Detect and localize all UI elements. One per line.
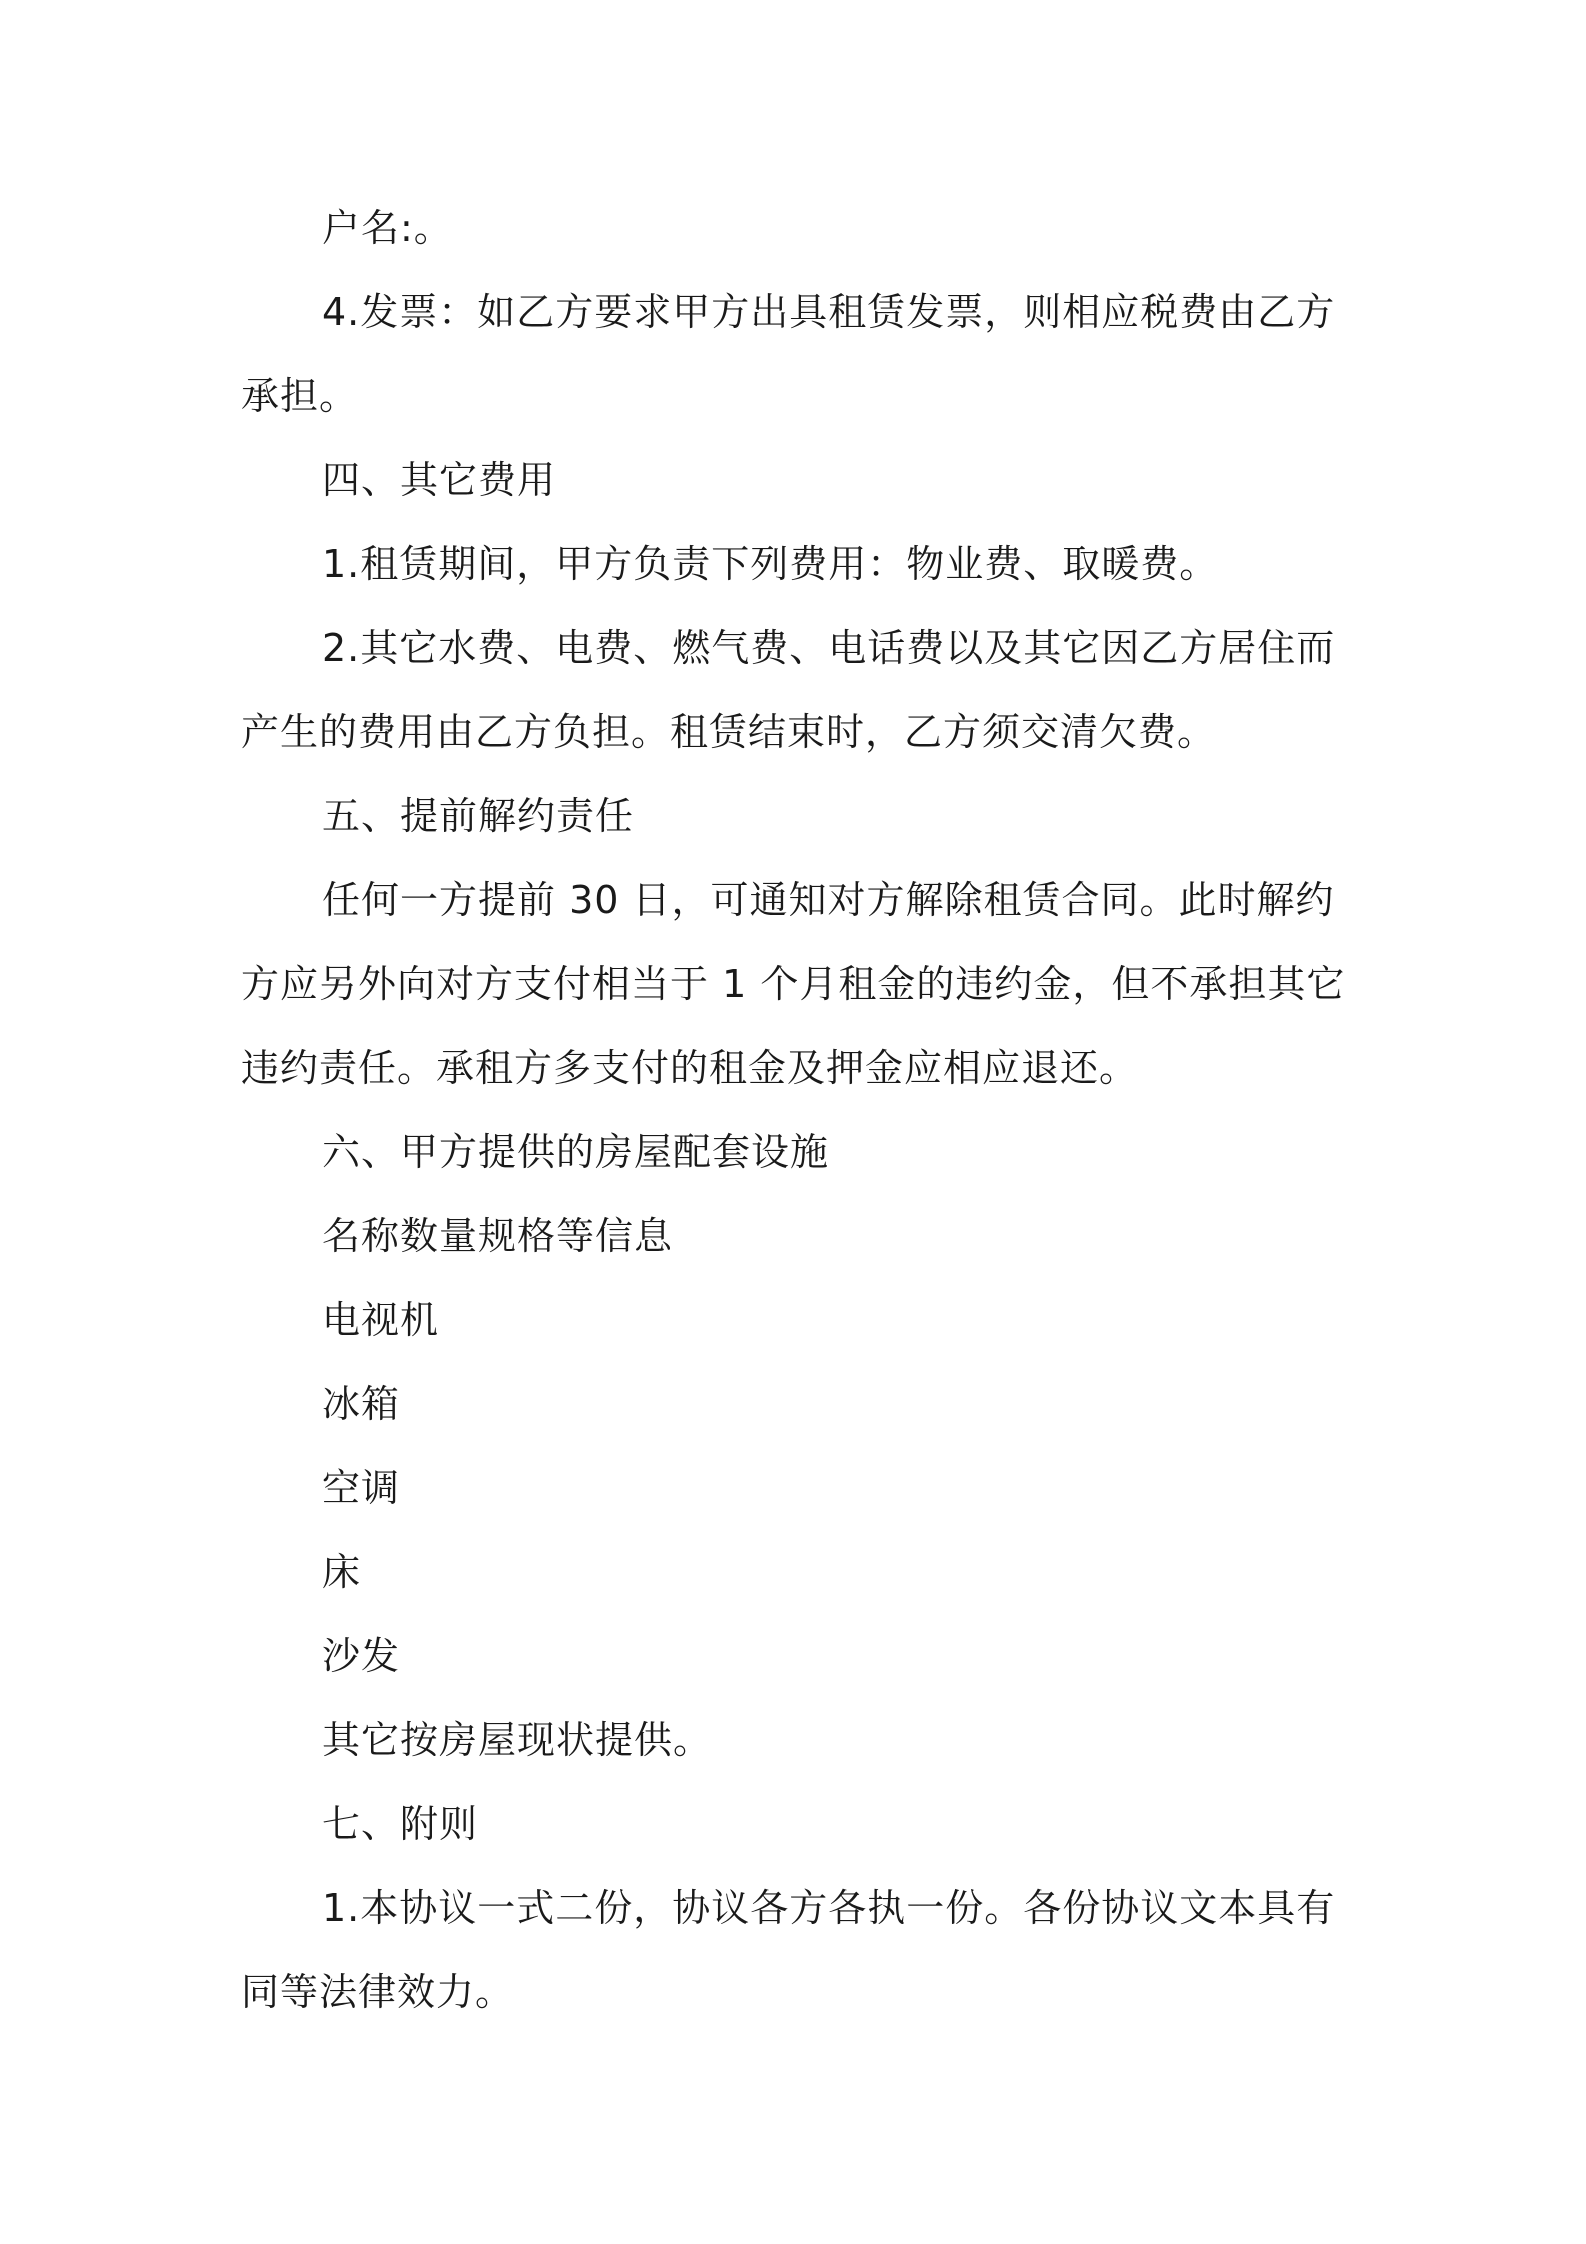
invoice-clause-line: 4.发票：如乙方要求甲方出具租赁发票，则相应税费由乙方 <box>322 290 1336 334</box>
termination-clause-continuation-2: 违约责任。承租方多支付的租金及押金应相应退还。 <box>241 1046 1139 1090</box>
facility-item: 沙发 <box>322 1634 401 1678</box>
supplementary-clause-1: 1.本协议一式二份，协议各方各执一份。各份协议文本具有 <box>322 1886 1336 1930</box>
facility-item: 空调 <box>322 1466 401 1510</box>
fees-clause-2-continuation: 产生的费用由乙方负担。租赁结束时，乙方须交清欠费。 <box>241 710 1217 754</box>
facilities-header: 名称数量规格等信息 <box>322 1214 674 1258</box>
facility-item: 电视机 <box>322 1298 440 1342</box>
termination-clause-continuation-1: 方应另外向对方支付相当于 1 个月租金的违约金，但不承担其它 <box>241 962 1346 1006</box>
supplementary-clause-1-continuation: 同等法律效力。 <box>241 1970 515 2014</box>
invoice-clause-continuation: 承担。 <box>241 374 359 418</box>
section-heading-facilities: 六、甲方提供的房屋配套设施 <box>322 1130 830 1174</box>
account-name-line: 户名:。 <box>322 206 453 250</box>
fees-clause-2: 2.其它水费、电费、燃气费、电话费以及其它因乙方居住而 <box>322 626 1336 670</box>
section-heading-early-termination: 五、提前解约责任 <box>322 794 635 838</box>
facility-item: 床 <box>322 1550 362 1594</box>
section-heading-other-fees: 四、其它费用 <box>322 458 557 502</box>
termination-clause: 任何一方提前 30 日，可通知对方解除租赁合同。此时解约 <box>322 878 1335 922</box>
facility-item: 冰箱 <box>322 1382 401 1426</box>
fees-clause-1: 1.租赁期间，甲方负责下列费用：物业费、取暖费。 <box>322 542 1219 586</box>
facilities-note: 其它按房屋现状提供。 <box>322 1718 713 1762</box>
section-heading-supplementary: 七、附则 <box>322 1802 479 1846</box>
